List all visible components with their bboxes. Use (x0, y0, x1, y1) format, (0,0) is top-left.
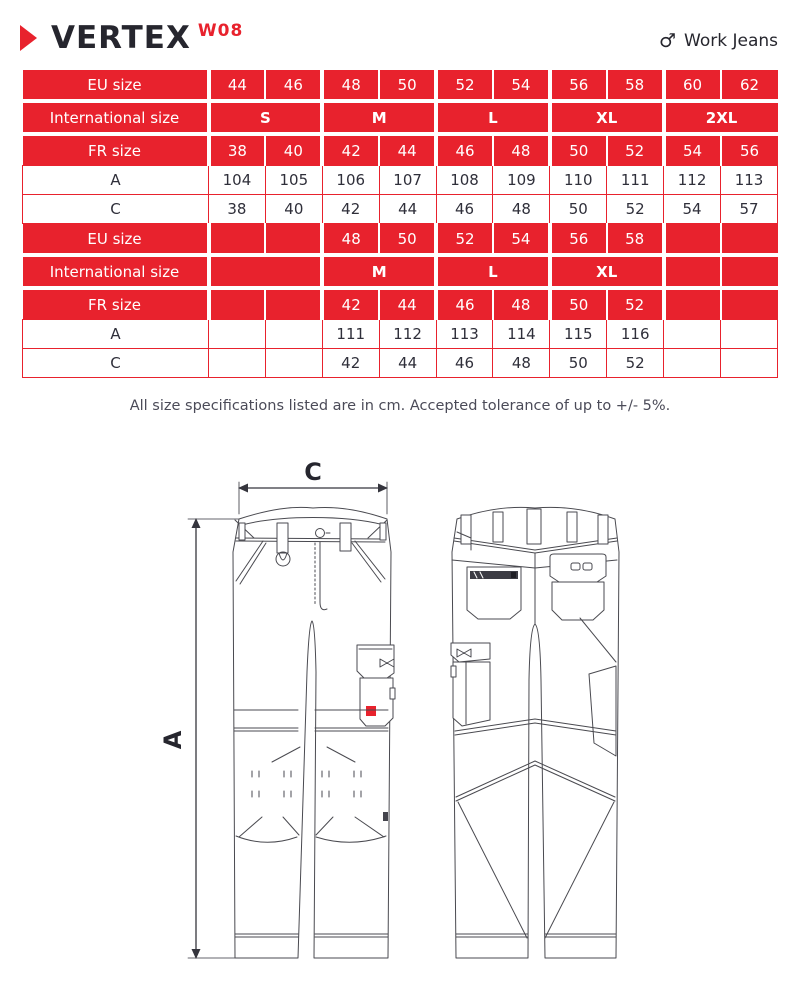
size-cell: 52 (607, 349, 664, 378)
technical-drawing (0, 440, 800, 1000)
size-cell: 52 (607, 288, 664, 320)
row-label: International size (23, 255, 209, 288)
size-cell: 62 (721, 70, 778, 101)
size-cell: 112 (664, 166, 721, 195)
size-cell: 56 (550, 224, 607, 256)
size-cell: 52 (607, 134, 664, 166)
table-row (23, 101, 778, 134)
size-cell: 106 (322, 166, 379, 195)
size-cell (664, 349, 721, 378)
product-model: W08 (197, 21, 244, 41)
size-cell: XL (550, 255, 664, 288)
row-label: FR size (23, 134, 209, 166)
size-cell: 52 (607, 195, 664, 224)
row-label: A (23, 320, 209, 349)
size-cell (664, 288, 721, 320)
size-cell: 52 (436, 70, 493, 101)
size-cell: 112 (379, 320, 436, 349)
row-label: EU size (23, 224, 209, 256)
table-row (23, 70, 778, 101)
size-cell (265, 320, 322, 349)
size-cell: 113 (436, 320, 493, 349)
size-cell: 42 (322, 134, 379, 166)
size-cell: 38 (209, 134, 266, 166)
size-table (22, 70, 778, 378)
size-cell (664, 320, 721, 349)
size-cell: 105 (265, 166, 322, 195)
size-cell: 48 (322, 224, 379, 256)
size-cell: 104 (209, 166, 266, 195)
size-cell: 48 (493, 134, 550, 166)
table-row (23, 224, 778, 256)
size-cell: 46 (436, 288, 493, 320)
size-cell: L (436, 101, 550, 134)
size-cell: 42 (322, 288, 379, 320)
size-cell (721, 288, 778, 320)
size-cell: 114 (493, 320, 550, 349)
tolerance-note: All size specifications listed are in cm. Accepted tolerance of up to +/- 5%. (129, 398, 671, 414)
size-cell (265, 288, 322, 320)
row-label: EU size (23, 70, 209, 101)
size-cell: 44 (379, 195, 436, 224)
size-cell: 50 (550, 288, 607, 320)
size-cell: 54 (493, 224, 550, 256)
size-cell: 58 (607, 70, 664, 101)
size-cell: 42 (322, 349, 379, 378)
size-cell: 40 (265, 134, 322, 166)
size-cell: 115 (550, 320, 607, 349)
red-arrow-icon (20, 25, 37, 51)
size-cell: 54 (493, 70, 550, 101)
size-cell: S (209, 101, 323, 134)
size-cell (664, 255, 721, 288)
size-cell: 44 (209, 70, 266, 101)
table-row (23, 166, 778, 195)
size-cell: 107 (379, 166, 436, 195)
size-cell: 48 (493, 349, 550, 378)
size-cell: 48 (322, 70, 379, 101)
size-cell: 54 (664, 134, 721, 166)
product-title: VERTEX (51, 20, 191, 56)
dimension-height-label: A (159, 730, 187, 750)
size-cell (209, 224, 266, 256)
size-cell: 108 (436, 166, 493, 195)
size-cell: M (322, 255, 436, 288)
page-header (20, 20, 243, 56)
front-view-drawing (233, 507, 395, 958)
size-cell: 38 (209, 195, 266, 224)
table-row (23, 255, 778, 288)
size-cell: 2XL (664, 101, 778, 134)
size-cell: 46 (436, 134, 493, 166)
size-cell: 54 (664, 195, 721, 224)
size-cell: 113 (721, 166, 778, 195)
size-cell: 50 (379, 224, 436, 256)
size-cell (721, 320, 778, 349)
table-row (23, 288, 778, 320)
size-table-body (23, 70, 778, 378)
size-cell (265, 224, 322, 256)
size-cell (209, 320, 266, 349)
size-cell: 46 (436, 195, 493, 224)
size-cell (209, 255, 323, 288)
size-cell: 48 (493, 195, 550, 224)
row-label: C (23, 195, 209, 224)
size-cell (721, 224, 778, 256)
size-cell: 44 (379, 134, 436, 166)
size-cell: 57 (721, 195, 778, 224)
size-cell: 48 (493, 288, 550, 320)
size-cell: 42 (322, 195, 379, 224)
size-cell (721, 255, 778, 288)
size-cell: 52 (436, 224, 493, 256)
size-cell: 50 (379, 70, 436, 101)
size-cell: 56 (721, 134, 778, 166)
size-cell: 60 (664, 70, 721, 101)
size-cell: 56 (550, 70, 607, 101)
size-cell: XL (550, 101, 664, 134)
back-view-drawing (451, 507, 619, 958)
size-cell: 111 (607, 166, 664, 195)
table-row (23, 195, 778, 224)
size-cell: 50 (550, 195, 607, 224)
row-label: A (23, 166, 209, 195)
male-icon: ♂ (658, 30, 677, 52)
table-row (23, 349, 778, 378)
size-cell (721, 349, 778, 378)
size-cell: 110 (550, 166, 607, 195)
size-cell: L (436, 255, 550, 288)
category-text: Work Jeans (684, 31, 778, 51)
dimension-width-label: C (304, 458, 322, 486)
size-cell (209, 288, 266, 320)
row-label: C (23, 349, 209, 378)
size-cell: 46 (436, 349, 493, 378)
table-row (23, 134, 778, 166)
size-cell: 40 (265, 195, 322, 224)
row-label: International size (23, 101, 209, 134)
size-cell: 109 (493, 166, 550, 195)
table-row (23, 320, 778, 349)
size-cell: 116 (607, 320, 664, 349)
size-cell (664, 224, 721, 256)
size-cell: 58 (607, 224, 664, 256)
size-cell: 44 (379, 349, 436, 378)
row-label: FR size (23, 288, 209, 320)
size-cell: 111 (322, 320, 379, 349)
size-cell (209, 349, 266, 378)
size-cell: 50 (550, 349, 607, 378)
size-cell: 50 (550, 134, 607, 166)
category-label (659, 30, 778, 52)
size-cell: 46 (265, 70, 322, 101)
size-cell (265, 349, 322, 378)
size-cell: M (322, 101, 436, 134)
size-cell: 44 (379, 288, 436, 320)
